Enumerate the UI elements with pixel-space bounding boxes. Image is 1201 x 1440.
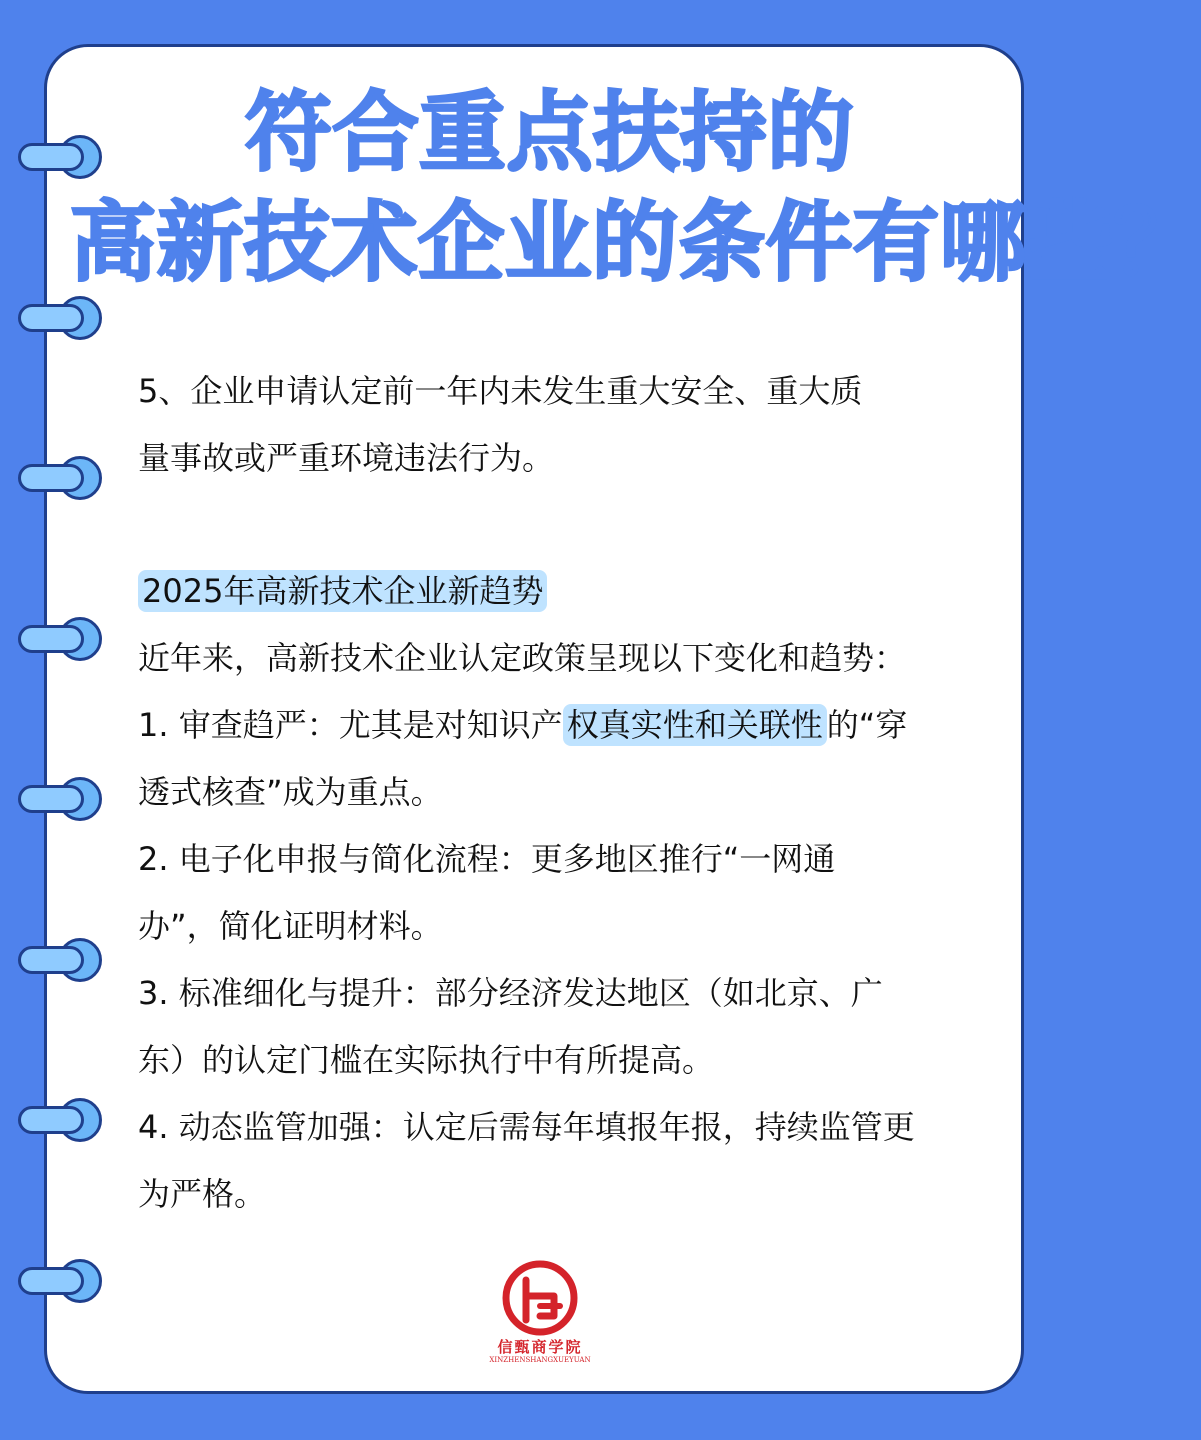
- trend-3-line-2: 东）的认定门槛在实际执行中有所提高。: [138, 1041, 715, 1079]
- trend-1-line-2: 透式核查”成为重点。: [138, 773, 443, 811]
- page-title: [70, 78, 1201, 298]
- item-5-line-1: 5、企业申请认定前一年内未发生重大安全、重大质: [138, 372, 863, 410]
- trend-1-line-1: [138, 692, 978, 759]
- binder-ring: [18, 1259, 102, 1303]
- brand-name: 信甄商学院: [497, 1338, 583, 1356]
- title-line-1: 符合重点扶持的: [245, 83, 855, 183]
- trends-intro: 近年来，高新技术企业认定政策呈现以下变化和趋势：: [138, 639, 907, 677]
- section-heading: 2025年高新技术企业新趋势: [138, 570, 547, 612]
- trends-section: [138, 558, 978, 1228]
- binder-ring: [18, 938, 102, 982]
- trend-1-text-end: 的“穿: [826, 706, 908, 744]
- binder-ring: [18, 777, 102, 821]
- trend-2-line-1: 2. 电子化申报与简化流程：更多地区推行“一网通: [138, 840, 836, 878]
- trend-1-highlight: 权真实性和关联性: [563, 704, 827, 746]
- trend-3-line-1: 3. 标准细化与提升：部分经济发达地区（如北京、广: [138, 974, 883, 1012]
- brand-pinyin: XINZHENSHANGXUEYUAN: [489, 1356, 591, 1364]
- binder-ring: [18, 296, 102, 340]
- title-line-2: 高新技术企业的条件有哪些？: [70, 193, 1201, 293]
- item-5-line-2: 量事故或严重环境违法行为。: [138, 439, 555, 477]
- trend-4-line-2: 为严格。: [138, 1175, 267, 1213]
- trend-4-line-1: 4. 动态监管加强：认定后需每年填报年报，持续监管更: [138, 1108, 915, 1146]
- binder-ring: [18, 617, 102, 661]
- item-5: [138, 358, 978, 492]
- binder-ring: [18, 1098, 102, 1142]
- binder-ring: [18, 456, 102, 500]
- trend-2-line-2: 办”，简化证明材料。: [138, 907, 443, 945]
- trend-1-text: 1. 审查趋严：尤其是对知识产: [138, 706, 563, 744]
